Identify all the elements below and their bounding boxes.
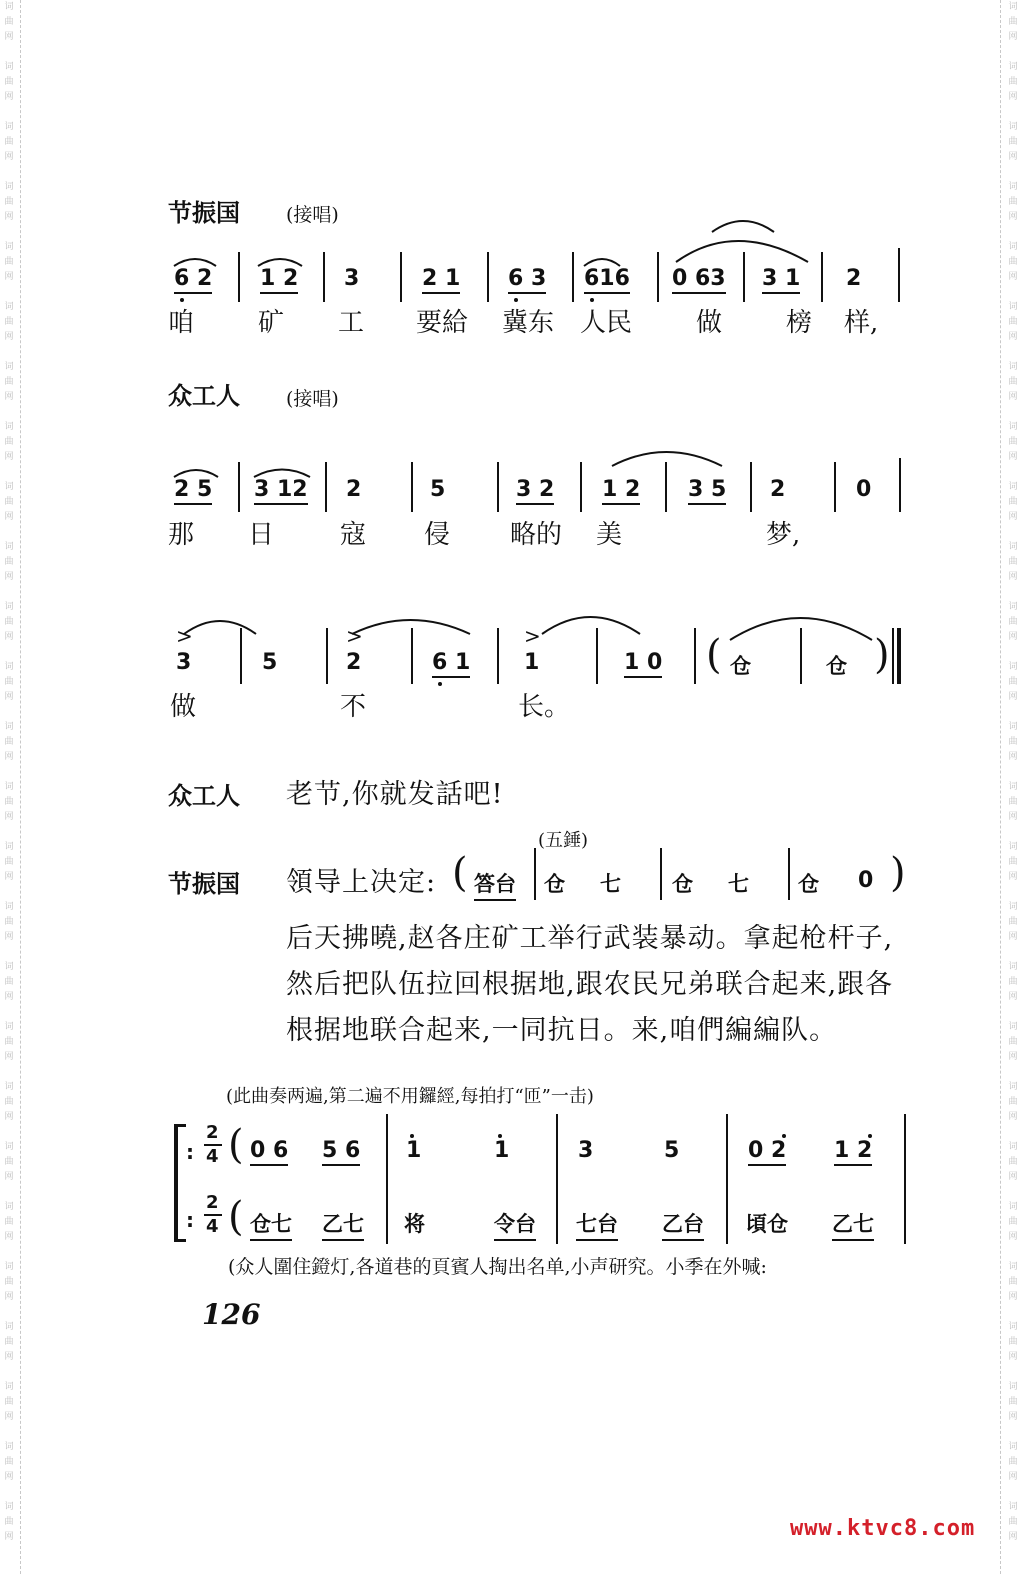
side-mark-char: 网 (4, 32, 14, 42)
bar-line (660, 848, 662, 900)
lyric: 日 (248, 520, 275, 550)
side-mark-char: 曲 (4, 1277, 14, 1287)
note-group: 1 2 (602, 477, 640, 505)
side-mark-char: 网 (1008, 812, 1018, 822)
side-mark-char: 曲 (4, 257, 14, 267)
gong-syllable: 乙七 (832, 1208, 874, 1241)
side-mark-char: 网 (4, 1412, 14, 1422)
side-mark-char: 曲 (1008, 317, 1018, 327)
side-mark-char: 词 (4, 482, 14, 492)
paragraph-line: 后天拂曉,赵各庄矿工举行武装暴动。拿起枪杆子, (286, 923, 894, 954)
bar-line (497, 462, 499, 512)
side-mark-char: 词 (1008, 1022, 1018, 1032)
side-mark-char: 曲 (4, 137, 14, 147)
gong-syllable: 七 (600, 871, 621, 896)
side-mark-char: 词 (1008, 662, 1018, 672)
high-octave-dot (782, 1134, 786, 1138)
speaker-label: 节振国 (168, 199, 240, 227)
melody-note: 0 2 (748, 1138, 786, 1166)
side-mark-char: 曲 (1008, 617, 1018, 627)
close-paren: ) (874, 632, 890, 678)
lyric: 要給 (416, 308, 469, 338)
lyric: 人民 (580, 308, 633, 338)
gong-syllable: 乙台 (662, 1208, 704, 1241)
bar-line (694, 628, 696, 684)
bar-line (898, 248, 900, 302)
side-mark-char: 词 (1008, 1082, 1018, 1092)
note-group: 3 (176, 650, 192, 675)
side-mark-char: 词 (4, 422, 14, 432)
side-mark-char: 网 (1008, 1412, 1018, 1422)
side-mark-char: 网 (1008, 872, 1018, 882)
side-mark-char: 词 (4, 782, 14, 792)
side-mark-char: 网 (1008, 632, 1018, 642)
bar-line (323, 252, 325, 302)
side-mark-char: 网 (1008, 92, 1018, 102)
high-octave-dot (410, 1134, 414, 1138)
bar-line (657, 252, 659, 302)
bar-line (572, 252, 574, 302)
gong-syllable: 頃仓 (746, 1211, 788, 1236)
gong-syllable: 乙七 (322, 1208, 364, 1241)
gong-syllable: 答台 (474, 868, 516, 901)
bar-line (904, 1114, 906, 1244)
side-mark-char: 曲 (4, 917, 14, 927)
note-group: 2 1 (422, 266, 460, 294)
side-mark-char: 词 (1008, 362, 1018, 372)
side-mark-char: 网 (1008, 1352, 1018, 1362)
lyric: 样, (844, 308, 879, 338)
lyric: 矿 (258, 308, 285, 338)
side-mark-char: 词 (4, 1142, 14, 1152)
low-octave-dot (438, 682, 442, 686)
bar-line (821, 252, 823, 302)
melody-note: 0 6 (250, 1138, 288, 1166)
note-group: 5 (262, 650, 278, 675)
note-group: 2 (846, 266, 862, 291)
side-mark-char: 网 (4, 692, 14, 702)
note-group: 6 3 (508, 266, 546, 294)
side-mark-char: 词 (4, 1322, 14, 1332)
bar-line (788, 848, 790, 900)
side-mark-char: 网 (1008, 1292, 1018, 1302)
side-mark-char: 曲 (1008, 377, 1018, 387)
note-group: 6 1 (432, 650, 470, 678)
note-group: 5 (430, 477, 446, 502)
side-mark-char: 曲 (4, 1397, 14, 1407)
side-mark-char: 词 (1008, 722, 1018, 732)
gong-syllable: 令台 (494, 1208, 536, 1241)
bar-line (800, 628, 802, 684)
end-bar-line (897, 628, 901, 684)
singing-cue: (接唱) (286, 204, 339, 226)
bar-line (240, 628, 242, 684)
open-paren: ( (452, 850, 468, 896)
side-mark-char: 网 (1008, 692, 1018, 702)
note-group: 6 2 (174, 266, 212, 294)
side-mark-char: 网 (1008, 152, 1018, 162)
accent-mark: > (176, 624, 193, 648)
side-mark-char: 词 (1008, 302, 1018, 312)
gong-syllable: 0 (858, 868, 874, 893)
bar-line (580, 462, 582, 512)
side-mark-char: 曲 (1008, 137, 1018, 147)
paragraph-line: 然后把队伍拉回根据地,跟农民兄弟联合起来,跟各 (286, 969, 894, 1000)
side-mark-char: 词 (1008, 542, 1018, 552)
side-mark-char: 曲 (4, 557, 14, 567)
time-signature-top: 2 (206, 1192, 219, 1213)
side-mark-char: 网 (1008, 572, 1018, 582)
lyric: 冀东 (502, 308, 555, 338)
side-mark-char: 网 (4, 512, 14, 522)
side-mark-char: 曲 (4, 17, 14, 27)
side-mark-char: 曲 (1008, 1157, 1018, 1167)
melody-note: 1 2 (834, 1138, 872, 1166)
bar-line (325, 462, 327, 512)
side-mark-char: 网 (4, 572, 14, 582)
bar-line (556, 1114, 558, 1244)
system-bracket-top (174, 1124, 186, 1127)
gong-syllable: 七台 (576, 1208, 618, 1241)
note-group: 3 (344, 266, 360, 291)
open-paren: ( (706, 632, 722, 678)
side-mark-char: 网 (4, 932, 14, 942)
bar-line (411, 462, 413, 512)
time-signature-bottom: 4 (206, 1146, 219, 1167)
lyric: 做 (170, 692, 197, 722)
side-mark-char: 网 (4, 212, 14, 222)
side-mark-char: 网 (1008, 1472, 1018, 1482)
gong-syllable: 将 (404, 1211, 425, 1236)
side-mark-char: 词 (1008, 1142, 1018, 1152)
accent-mark: > (524, 624, 541, 648)
side-mark-char: 曲 (1008, 1457, 1018, 1467)
side-mark-char: 曲 (1008, 1337, 1018, 1347)
bar-line (665, 462, 667, 512)
side-mark-char: 曲 (4, 1097, 14, 1107)
melody-note: 1 (494, 1138, 510, 1163)
lyric: 不 (340, 692, 367, 722)
repeat-dots: : (186, 1140, 194, 1164)
repeat-instruction: (此曲奏两遍,第二遍不用鑼經,每拍打“匝”一击) (226, 1086, 594, 1107)
bar-line (400, 252, 402, 302)
page-number: 126 (202, 1298, 261, 1331)
speaker-label: 众工人 (168, 782, 240, 810)
singing-cue: (接唱) (286, 388, 339, 410)
side-mark-char: 曲 (1008, 257, 1018, 267)
side-mark-char: 曲 (4, 1037, 14, 1047)
gong-syllable: 仓 (798, 871, 819, 896)
bar-line (750, 462, 752, 512)
side-mark-char: 网 (1008, 272, 1018, 282)
side-mark-char: 词 (1008, 902, 1018, 912)
side-mark-char: 曲 (1008, 1397, 1018, 1407)
side-mark-char: 词 (4, 242, 14, 252)
bar-line (386, 1114, 388, 1244)
side-mark-char: 网 (1008, 1052, 1018, 1062)
side-mark-char: 网 (4, 1472, 14, 1482)
note-group: 3 12 (254, 477, 308, 505)
side-mark-char: 词 (4, 1022, 14, 1032)
side-mark-char: 网 (4, 272, 14, 282)
side-mark-char: 曲 (4, 1157, 14, 1167)
gong-syllable: 仓 (544, 871, 565, 896)
speaker-label: 众工人 (168, 382, 240, 410)
side-mark-char: 曲 (4, 1517, 14, 1527)
side-mark-char: 曲 (4, 617, 14, 627)
bar-line (596, 628, 598, 684)
bar-line (487, 252, 489, 302)
side-mark-char: 词 (4, 1442, 14, 1452)
side-mark-char: 曲 (4, 857, 14, 867)
side-mark-char: 曲 (1008, 1037, 1018, 1047)
high-octave-dot (868, 1134, 872, 1138)
lyric: 美 (596, 520, 623, 550)
repeat-dots: : (186, 1208, 194, 1232)
note-group: 3 1 (762, 266, 800, 294)
side-mark-char: 曲 (1008, 677, 1018, 687)
side-mark-char: 曲 (1008, 17, 1018, 27)
bar-line (326, 628, 328, 684)
side-mark-char: 网 (1008, 332, 1018, 342)
note-group: 1 (524, 650, 540, 675)
lyric: 略的 (510, 520, 563, 550)
side-mark-char: 曲 (1008, 437, 1018, 447)
lyric: 长。 (518, 692, 571, 722)
site-watermark: www.ktvc8.com (790, 1516, 976, 1541)
note-group: 3 5 (688, 477, 726, 505)
side-mark-char: 网 (4, 1232, 14, 1242)
side-mark-char: 曲 (4, 677, 14, 687)
side-mark-char: 词 (4, 1202, 14, 1212)
side-mark-char: 词 (4, 842, 14, 852)
side-mark-char: 曲 (4, 77, 14, 87)
open-paren: ( (228, 1122, 244, 1168)
side-mark-char: 曲 (1008, 1517, 1018, 1527)
melody-note: 3 (578, 1138, 594, 1163)
melody-note: 5 (664, 1138, 680, 1163)
side-mark-char: 词 (4, 602, 14, 612)
note-group: 2 (346, 477, 362, 502)
note-group: 1 0 (624, 650, 662, 678)
bar-line (834, 462, 836, 512)
side-mark-char: 曲 (1008, 977, 1018, 987)
bar-line (743, 252, 745, 302)
side-mark-char: 词 (1008, 842, 1018, 852)
open-paren: ( (228, 1194, 244, 1240)
lyric: 寇 (340, 520, 367, 550)
side-mark-char: 网 (4, 1292, 14, 1302)
side-mark-char: 曲 (1008, 1097, 1018, 1107)
lyric: 梦, (766, 520, 801, 550)
side-mark-char: 词 (1008, 1382, 1018, 1392)
time-signature-top: 2 (206, 1122, 219, 1143)
lyric: 做 (696, 308, 723, 338)
side-mark-char: 词 (4, 182, 14, 192)
side-mark-char: 词 (4, 542, 14, 552)
side-mark-char: 曲 (1008, 797, 1018, 807)
bar-line (534, 848, 536, 900)
side-mark-char: 词 (1008, 242, 1018, 252)
side-mark-char: 网 (4, 1052, 14, 1062)
side-mark-char: 网 (1008, 32, 1018, 42)
lyric: 咱 (168, 308, 195, 338)
note-group: 0 63 (672, 266, 726, 294)
side-mark-char: 曲 (1008, 857, 1018, 867)
high-octave-dot (498, 1134, 502, 1138)
side-mark-char: 网 (1008, 512, 1018, 522)
note-group: 2 (346, 650, 362, 675)
side-mark-char: 词 (4, 722, 14, 732)
side-mark-char: 词 (1008, 1202, 1018, 1212)
side-mark-char: 曲 (4, 797, 14, 807)
note-group: 2 5 (174, 477, 212, 505)
side-mark-char: 网 (1008, 212, 1018, 222)
side-mark-char: 词 (1008, 1502, 1018, 1512)
bar-line (726, 1114, 728, 1244)
side-mark-char: 网 (1008, 392, 1018, 402)
side-mark-char: 网 (1008, 752, 1018, 762)
side-mark-char: 网 (4, 452, 14, 462)
side-mark-char: 词 (1008, 122, 1018, 132)
side-mark-char: 词 (1008, 422, 1018, 432)
gong-syllable: 仓 (672, 871, 693, 896)
side-mark-char: 网 (4, 872, 14, 882)
lyric: 工 (338, 308, 365, 338)
bar-line (497, 628, 499, 684)
side-mark-char: 词 (1008, 962, 1018, 972)
time-signature-bottom: 4 (206, 1216, 219, 1237)
side-mark-char: 网 (4, 1532, 14, 1542)
bar-line (411, 628, 413, 684)
side-mark-char: 曲 (1008, 737, 1018, 747)
note-group: 0 (856, 477, 872, 502)
dialogue-text: 老节,你就发話吧! (286, 779, 504, 810)
side-mark-char: 网 (1008, 452, 1018, 462)
side-mark-char: 词 (1008, 1262, 1018, 1272)
percussion-cue: (五錘) (538, 830, 589, 851)
side-mark-char: 网 (1008, 1172, 1018, 1182)
side-mark-char: 词 (4, 302, 14, 312)
side-mark-char: 词 (1008, 1442, 1018, 1452)
side-mark-char: 曲 (4, 377, 14, 387)
side-mark-char: 词 (4, 362, 14, 372)
side-mark-char: 词 (4, 1502, 14, 1512)
side-mark-char: 网 (4, 1112, 14, 1122)
side-mark-char: 曲 (1008, 557, 1018, 567)
side-mark-char: 网 (4, 992, 14, 1002)
gong-syllable: 仓 (730, 653, 751, 678)
side-mark-char: 网 (1008, 1232, 1018, 1242)
side-mark-char: 曲 (4, 437, 14, 447)
bar-line (238, 462, 240, 512)
side-mark-char: 网 (4, 752, 14, 762)
side-mark-char: 曲 (1008, 1217, 1018, 1227)
side-mark-char: 词 (4, 662, 14, 672)
system-bracket-bottom (174, 1239, 186, 1242)
side-mark-char: 网 (4, 632, 14, 642)
side-mark-char: 词 (4, 122, 14, 132)
side-mark-char: 词 (1008, 62, 1018, 72)
accent-mark: > (346, 624, 363, 648)
side-mark-char: 词 (4, 2, 14, 12)
bar-line (238, 252, 240, 302)
side-mark-char: 曲 (1008, 1277, 1018, 1287)
side-mark-char: 词 (1008, 1322, 1018, 1332)
side-mark-char: 网 (1008, 932, 1018, 942)
side-mark-char: 曲 (4, 977, 14, 987)
gong-syllable: 仓七 (250, 1208, 292, 1241)
stage-direction: (众人圍住鐙灯,各道巷的頁賓人掏出名单,小声研究。小季在外喊: (228, 1256, 767, 1278)
paragraph-line: 根据地联合起来,一同抗日。来,咱們編編队。 (286, 1015, 838, 1046)
side-mark-char: 网 (1008, 992, 1018, 1002)
system-bracket (174, 1124, 178, 1242)
gong-syllable: 七 (728, 871, 749, 896)
lyric: 侵 (424, 520, 451, 550)
melody-note: 5 6 (322, 1138, 360, 1166)
side-mark-char: 曲 (4, 1217, 14, 1227)
dialogue-text: 領导上决定: (286, 867, 437, 898)
side-mark-char: 词 (4, 62, 14, 72)
bar-line (899, 458, 901, 512)
side-mark-char: 网 (4, 812, 14, 822)
end-bar-line (892, 628, 894, 684)
side-mark-char: 网 (4, 92, 14, 102)
side-mark-char: 词 (4, 1082, 14, 1092)
note-group: 2 (770, 477, 786, 502)
note-group: 1 2 (260, 266, 298, 294)
note-group: 616 (584, 266, 630, 294)
side-mark-char: 词 (1008, 482, 1018, 492)
melody-note: 1 (406, 1138, 422, 1163)
side-mark-char: 网 (4, 1172, 14, 1182)
side-mark-char: 曲 (1008, 197, 1018, 207)
side-mark-char: 网 (1008, 1112, 1018, 1122)
note-group: 3 2 (516, 477, 554, 505)
side-mark-char: 网 (4, 152, 14, 162)
lyric: 那 (168, 520, 195, 550)
side-mark-char: 网 (4, 392, 14, 402)
side-mark-char: 词 (1008, 782, 1018, 792)
speaker-label: 节振国 (168, 870, 240, 898)
lyric: 榜 (786, 308, 813, 338)
side-mark-char: 网 (4, 332, 14, 342)
side-mark-char: 网 (4, 1352, 14, 1362)
side-mark-char: 网 (1008, 1532, 1018, 1542)
side-mark-char: 词 (4, 1262, 14, 1272)
side-mark-char: 曲 (4, 497, 14, 507)
side-mark-char: 曲 (1008, 497, 1018, 507)
side-mark-char: 曲 (4, 1337, 14, 1347)
side-mark-char: 词 (4, 902, 14, 912)
side-mark-char: 曲 (4, 317, 14, 327)
side-mark-char: 词 (1008, 182, 1018, 192)
side-mark-char: 词 (1008, 602, 1018, 612)
side-mark-char: 曲 (4, 737, 14, 747)
close-paren: ) (890, 850, 906, 896)
side-mark-char: 词 (4, 962, 14, 972)
side-mark-char: 词 (1008, 2, 1018, 12)
side-mark-char: 曲 (4, 197, 14, 207)
gong-syllable: 仓 (826, 653, 847, 678)
side-mark-char: 曲 (4, 1457, 14, 1467)
side-mark-char: 词 (4, 1382, 14, 1392)
side-mark-char: 曲 (1008, 77, 1018, 87)
side-mark-char: 曲 (1008, 917, 1018, 927)
